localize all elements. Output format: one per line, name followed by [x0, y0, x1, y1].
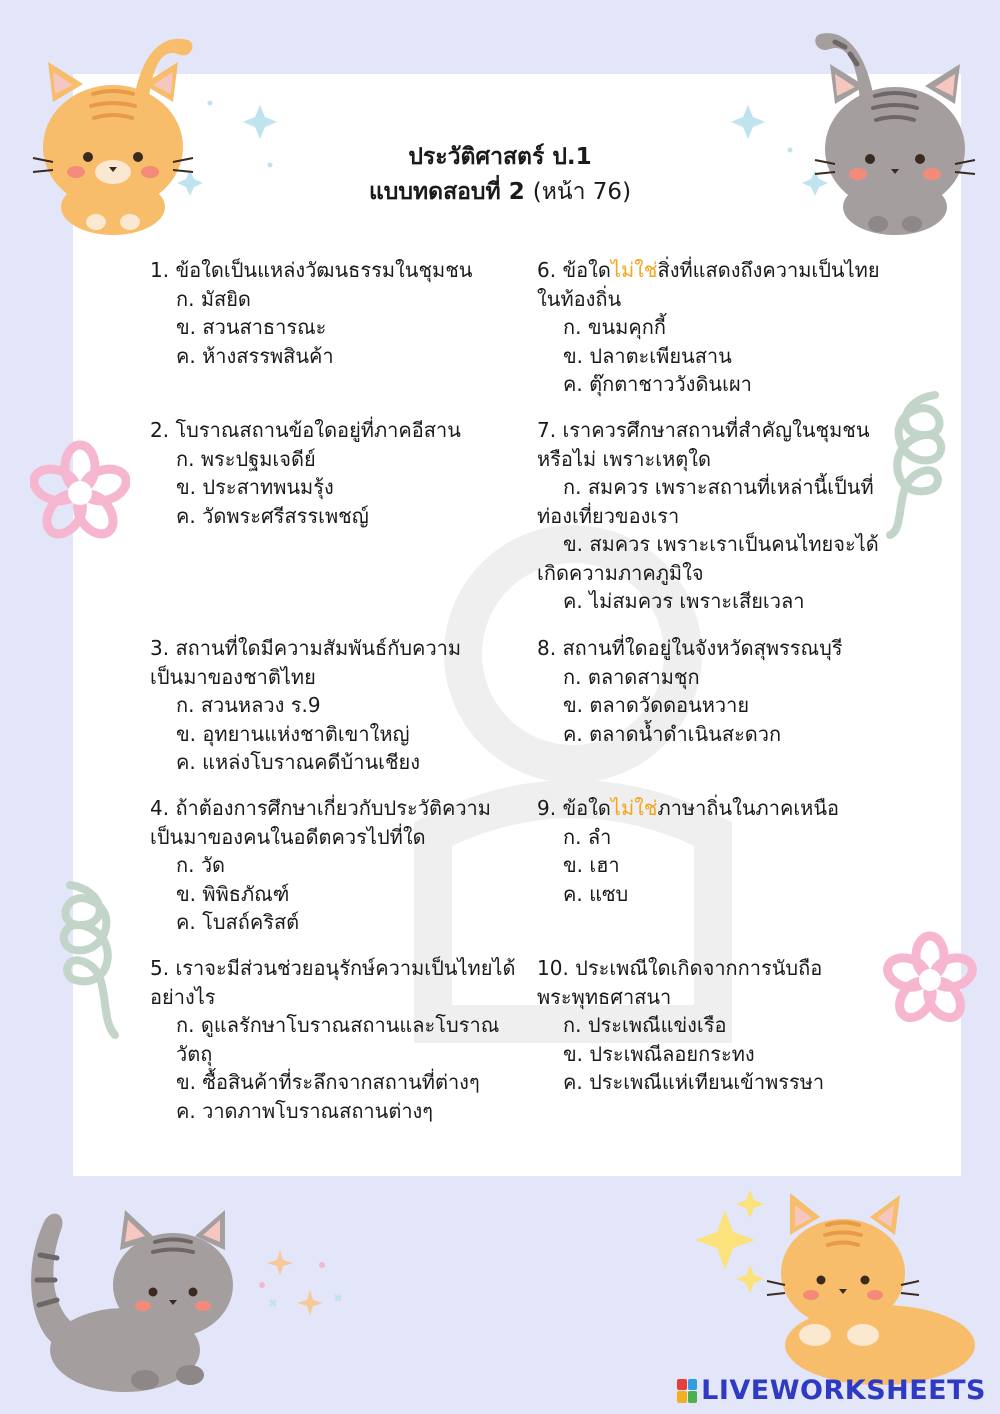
- left-question-column: [150, 256, 520, 1136]
- answer-option[interactable]: ค. วัดพระศรีสรรเพชญ์: [176, 503, 369, 528]
- answer-option[interactable]: ข. พิพิธภัณฑ์: [176, 881, 290, 906]
- question-2: [150, 416, 520, 530]
- answer-option[interactable]: ก. สมควร เพราะสถานที่เหล่านี้เป็นที่ท่องเที่ยวของเรา: [537, 475, 874, 528]
- gray-cat-top-right-icon: [805, 22, 980, 237]
- brand-name: LIVEWORKSHEETS: [701, 1375, 986, 1406]
- answer-option[interactable]: ข. อุทยานแห่งชาติเขาใหญ่: [176, 721, 410, 746]
- question-text: 1. ข้อใดเป็นแหล่งวัฒนธรรมในชุมชน: [150, 258, 473, 282]
- swirl-right-icon: [880, 390, 950, 540]
- liveworksheets-logo-icon: [677, 1379, 697, 1403]
- answer-option[interactable]: ก. ขนมคุกกี้: [563, 315, 666, 339]
- sparkle-cluster-bottom-icon: [250, 1245, 350, 1325]
- pink-flower-left-icon: [30, 438, 130, 548]
- answer-option[interactable]: ค. ตุ๊กตาชาววังดินเผา: [563, 372, 752, 396]
- answer-option[interactable]: ค. ห้างสรรพสินค้า: [176, 343, 334, 368]
- question-9: [537, 794, 897, 908]
- answer-option[interactable]: ข. ประสาทพนมรุ้ง: [176, 475, 334, 499]
- answer-option[interactable]: ก. สวนหลวง ร.9: [176, 693, 321, 717]
- question-highlight: ไม่ใช่: [610, 258, 658, 282]
- answer-option[interactable]: ข. ปลาตะเพียนสาน: [563, 343, 732, 368]
- answer-option[interactable]: ก. วัด: [176, 853, 226, 877]
- question-text: 7. เราควรศึกษาสถานที่สำคัญในชุมชนหรือไม่ เพราะเหตุใด: [537, 418, 870, 471]
- question-text-end: ภาษาถิ่นในภาคเหนือ: [657, 796, 840, 820]
- question-10: [537, 954, 837, 1097]
- question-text-end: สิ่งที่แสดงถึงความเป็นไทยในท้องถิ่น: [537, 258, 880, 311]
- question-4: [150, 794, 520, 937]
- question-text-start: 6. ข้อใด: [537, 258, 611, 282]
- answer-option[interactable]: ค. โบสถ์คริสต์: [176, 910, 300, 934]
- question-1: [150, 256, 520, 370]
- answer-option[interactable]: ค. ไม่สมควร เพราะเสียเวลา: [563, 589, 805, 613]
- question-3: [150, 634, 480, 777]
- answer-option[interactable]: ค. ตลาดน้ำดำเนินสะดวก: [563, 721, 782, 746]
- question-text: [537, 256, 897, 313]
- answer-option[interactable]: ก. ลำ: [563, 824, 612, 849]
- answer-option[interactable]: ข. ประเพณีลอยกระทง: [563, 1041, 755, 1066]
- answer-option[interactable]: ก. ตลาดสามชุก: [563, 664, 700, 689]
- right-question-column: [537, 256, 897, 1136]
- title-page-reference: (หน้า 76): [532, 179, 632, 205]
- gray-cat-bottom-left-icon: [25, 1200, 245, 1400]
- answer-option[interactable]: ข. เฮา: [563, 853, 620, 877]
- answer-option[interactable]: ข. สวนสาธารณะ: [176, 315, 327, 339]
- answer-option[interactable]: ค. วาดภาพโบราณสถานต่างๆ: [176, 1098, 434, 1123]
- answer-option[interactable]: ข. ซื้อสินค้าที่ระลึกจากสถานที่ต่างๆ: [176, 1070, 480, 1094]
- title-subject: ประวัติศาสตร์ ป.1: [408, 144, 592, 170]
- question-6: [537, 256, 897, 399]
- question-text: 4. ถ้าต้องการศึกษาเกี่ยวกับประวัติความเป็นมาของคนในอดีตควรไปที่ใด: [150, 796, 491, 849]
- question-text-start: 9. ข้อใด: [537, 796, 611, 820]
- question-8: [537, 634, 897, 748]
- answer-option[interactable]: ก. มัสยิด: [176, 286, 251, 311]
- answer-option[interactable]: ค. แหล่งโบราณคดีบ้านเชียง: [176, 750, 421, 774]
- question-text: 10. ประเพณีใดเกิดจากการนับถือพระพุทธศาสนา: [537, 956, 823, 1009]
- question-5: [150, 954, 520, 1125]
- answer-option[interactable]: ก. ดูแลรักษาโบราณสถานและโบราณวัตถุ: [176, 1013, 500, 1066]
- answer-option[interactable]: ข. ตลาดวัดดอนหวาย: [563, 693, 750, 717]
- title-test-name: แบบทดสอบที่ 2: [368, 179, 525, 205]
- question-text: 3. สถานที่ใดมีความสัมพันธ์กับความเป็นมาของชาติไทย: [150, 636, 462, 689]
- question-text: 2. โบราณสถานข้อใดอยู่ที่ภาคอีสาน: [150, 418, 461, 442]
- answer-option[interactable]: ค. แซบ: [563, 881, 629, 906]
- orange-cat-bottom-right-icon: [695, 1185, 985, 1385]
- answer-option[interactable]: ก. พระปฐมเจดีย์: [176, 446, 316, 471]
- orange-cat-top-left-icon: [28, 22, 198, 237]
- question-7: [537, 416, 897, 616]
- answer-option[interactable]: ข. สมควร เพราะเราเป็นคนไทยจะได้เกิดความภาคภูมิใจ: [537, 532, 879, 585]
- question-text: 5. เราจะมีส่วนช่วยอนุรักษ์ความเป็นไทยได้อย่างไร: [150, 956, 516, 1009]
- question-text: [537, 794, 897, 823]
- pink-flower-right-icon: [880, 930, 980, 1030]
- swirl-left-icon: [55, 880, 125, 1040]
- question-text: 8. สถานที่ใดอยู่ในจังหวัดสุพรรณบุรี: [537, 636, 843, 660]
- question-highlight: ไม่ใช่: [610, 796, 658, 820]
- answer-option[interactable]: ก. ประเพณีแข่งเรือ: [563, 1013, 727, 1037]
- answer-option[interactable]: ค. ประเพณีแห่เทียนเข้าพรรษา: [563, 1070, 825, 1094]
- liveworksheets-logo[interactable]: [677, 1375, 986, 1406]
